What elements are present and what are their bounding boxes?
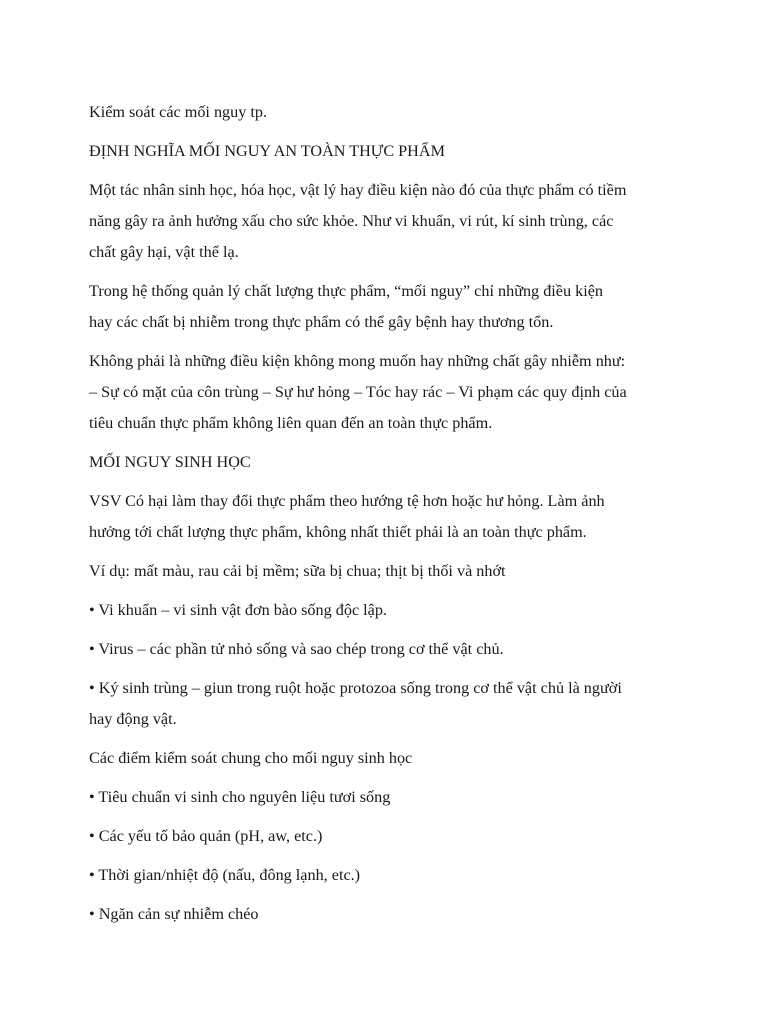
text-line: Các điểm kiểm soát chung cho mối nguy sinh học: [89, 749, 413, 767]
text-line: chất gây hại, vật thể lạ.: [89, 243, 239, 261]
text-line: hay các chất bị nhiễm trong thực phẩm có thể gây bệnh hay thương tổn.: [89, 313, 554, 331]
paragraph-quality-system: [89, 276, 689, 338]
text-line: • Vi khuẩn – vi sinh vật đơn bào sống độc lập.: [89, 601, 388, 619]
text-line: ĐỊNH NGHĨA MỐI NGUY AN TOÀN THỰC PHẨM: [89, 142, 445, 160]
paragraph-example: [89, 556, 689, 587]
text-line: hay động vật.: [89, 710, 177, 728]
text-line: Kiểm soát các mối nguy tp.: [89, 103, 268, 121]
bullet-parasites: [89, 673, 689, 735]
bullet-virus: [89, 634, 689, 665]
section-heading-biological: [89, 447, 689, 478]
text-line: • Ngăn cản sự nhiễm chéo: [89, 905, 259, 923]
document-body: [89, 97, 689, 938]
text-line: Không phải là những điều kiện không mong muốn hay những chất gây nhiễm như:: [89, 352, 626, 370]
text-line: VSV Có hại làm thay đổi thực phẩm theo hướng tệ hơn hoặc hư hỏng. Làm ảnh: [89, 492, 605, 510]
text-line: Một tác nhân sinh học, hóa học, vật lý hay điều kiện nào đó của thực phẩm có tiềm: [89, 181, 627, 199]
text-line: tiêu chuẩn thực phẩm không liên quan đến an toàn thực phẩm.: [89, 414, 493, 432]
text-line: MỐI NGUY SINH HỌC: [89, 453, 251, 471]
bullet-preservation: [89, 821, 689, 852]
text-line: • Các yếu tố bảo quản (pH, aw, etc.): [89, 827, 323, 845]
paragraph-definition: [89, 175, 689, 268]
text-line: • Virus – các phần tử nhỏ sống và sao chép trong cơ thể vật chủ.: [89, 640, 504, 658]
section-heading-definition: [89, 136, 689, 167]
doc-title: [89, 97, 689, 128]
text-line: – Sự có mặt của côn trùng – Sự hư hỏng – Tóc hay rác – Vi phạm các quy định của: [89, 383, 627, 401]
text-line: Trong hệ thống quản lý chất lượng thực phẩm, “mối nguy” chỉ những điều kiện: [89, 282, 603, 300]
text-line: • Ký sinh trùng – giun trong ruột hoặc protozoa sống trong cơ thể vật chủ là người: [89, 679, 622, 697]
text-line: Ví dụ: mất màu, rau cải bị mềm; sữa bị chua; thịt bị thối và nhớt: [89, 562, 506, 580]
text-line: • Thời gian/nhiệt độ (nấu, đông lạnh, etc.): [89, 866, 361, 884]
paragraph-control-points: [89, 743, 689, 774]
bullet-time-temperature: [89, 860, 689, 891]
text-line: • Tiêu chuẩn vi sinh cho nguyên liệu tươi sống: [89, 788, 391, 806]
bullet-micro-standards: [89, 782, 689, 813]
text-line: hưởng tới chất lượng thực phẩm, không nhất thiết phải là an toàn thực phẩm.: [89, 523, 587, 541]
text-line: năng gây ra ảnh hưởng xấu cho sức khỏe. Như vi khuẩn, vi rút, kí sinh trùng, các: [89, 212, 614, 230]
bullet-cross-contamination: [89, 899, 689, 930]
paragraph-vsv: [89, 486, 689, 548]
bullet-bacteria: [89, 595, 689, 626]
paragraph-not-hazards: [89, 346, 689, 439]
